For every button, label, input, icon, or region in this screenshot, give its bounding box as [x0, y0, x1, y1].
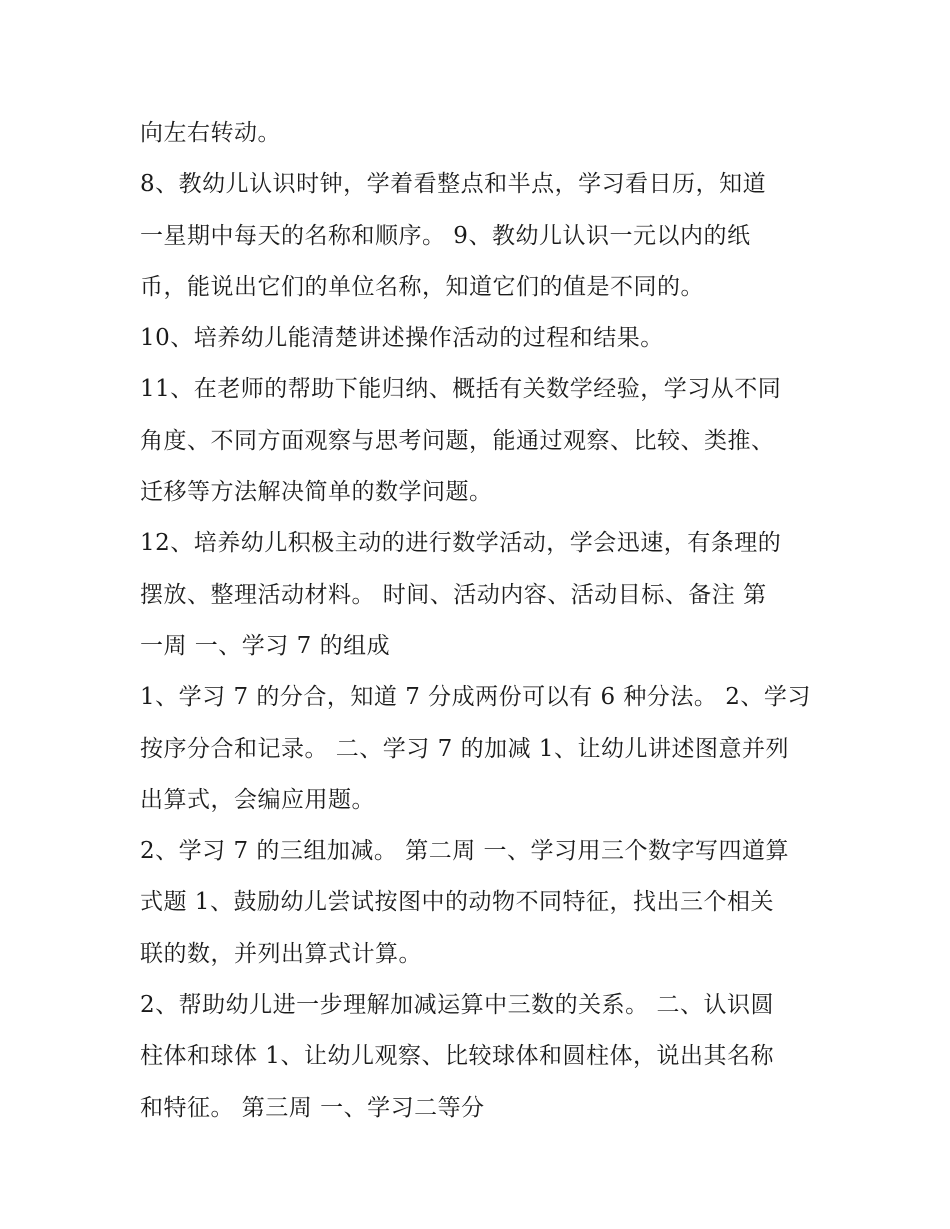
text-line: 10、培养幼儿能清楚讲述操作活动的过程和结果。: [140, 325, 664, 352]
text-line: 和特征。 第三周 一、学习二等分: [140, 1094, 485, 1121]
text-line: 迁移等方法解决简单的数学问题。: [140, 479, 493, 506]
text-line: 2、帮助幼儿进一步理解加减运算中三数的关系。 二、认识圆: [140, 992, 774, 1019]
text-line: 2、学习 7 的三组加减。 第二周 一、学习用三个数字写四道算: [140, 838, 790, 865]
document-body: [140, 108, 820, 1134]
text-line: 12、培养幼儿积极主动的进行数学活动，学会迅速，有条理的: [140, 530, 782, 557]
text-line: 按序分合和记录。 二、学习 7 的加减 1、让幼儿讲述图意并列: [140, 735, 790, 762]
text-line: 一周 一、学习 7 的组成: [140, 632, 391, 659]
text-line: 币，能说出它们的单位名称，知道它们的值是不同的。: [140, 273, 704, 300]
text-line: 角度、不同方面观察与思考问题，能通过观察、比较、类推、: [140, 427, 775, 454]
text-line: 式题 1、鼓励幼儿尝试按图中的动物不同特征，找出三个相关: [140, 889, 774, 916]
text-line: 一星期中每天的名称和顺序。 9、教幼儿认识一元以内的纸: [140, 222, 751, 249]
text-line: 8、教幼儿认识时钟，学着看整点和半点，学习看日历，知道: [140, 171, 767, 198]
text-line: 联的数，并列出算式计算。: [140, 940, 422, 967]
text-line: 摆放、整理活动材料。 时间、活动内容、活动目标、备注 第: [140, 581, 767, 608]
text-line: 柱体和球体 1、让幼儿观察、比较球体和圆柱体，说出其名称: [140, 1043, 774, 1070]
text-line: 出算式，会编应用题。: [140, 786, 375, 813]
text-line: 11、在老师的帮助下能归纳、概括有关数学经验，学习从不同: [140, 376, 782, 403]
text-line: 1、学习 7 的分合，知道 7 分成两份可以有 6 种分法。 2、学习: [140, 684, 811, 711]
text-line: 向左右转动。: [140, 120, 281, 146]
